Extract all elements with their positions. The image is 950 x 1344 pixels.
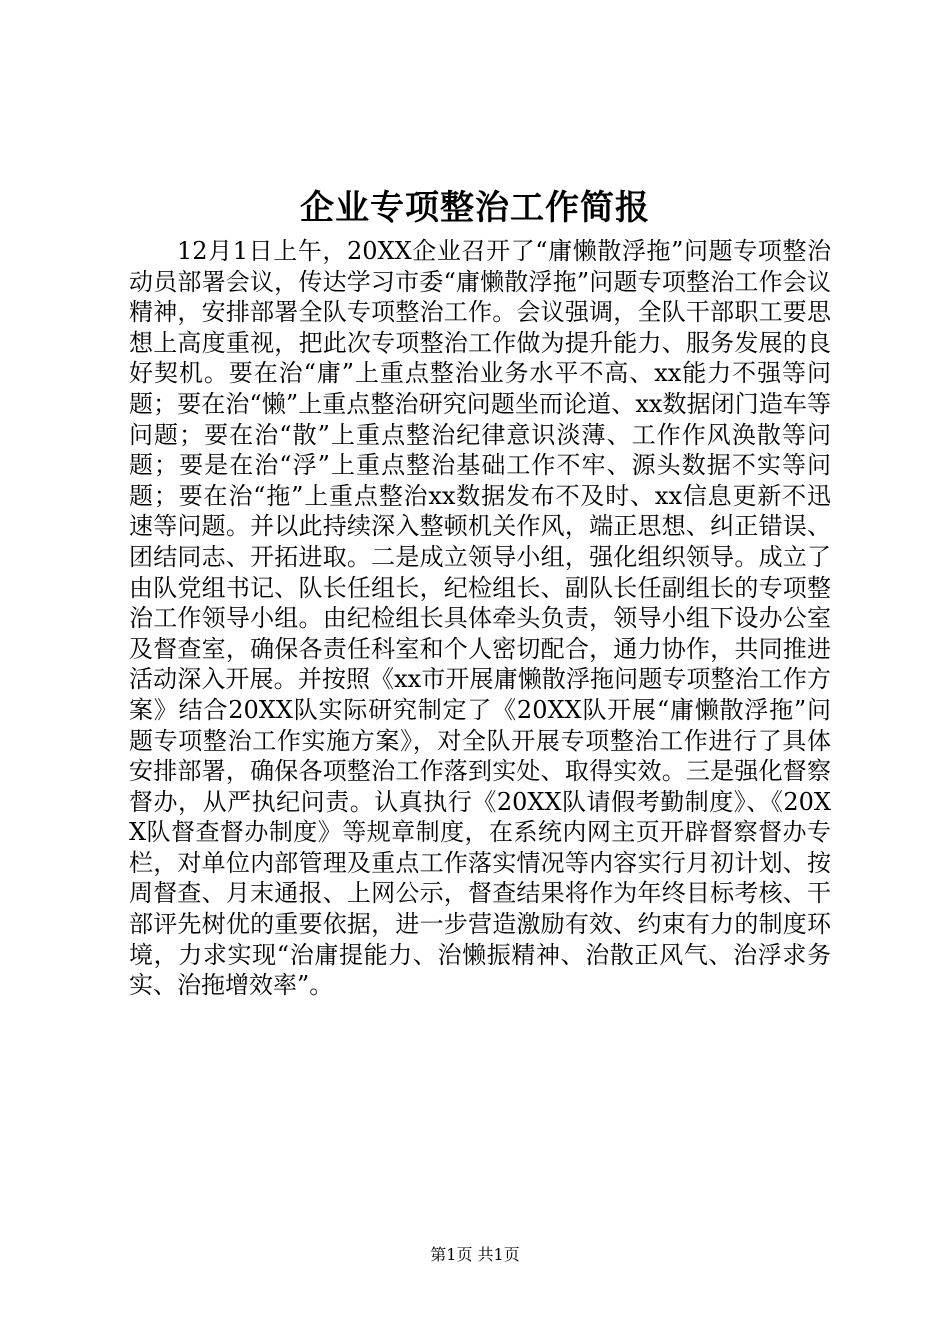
- document-title: 企业专项整治工作简报: [300, 188, 650, 228]
- page-number-footer: 第1页 共1页: [430, 1245, 520, 1264]
- document-body-paragraph: 12月1日上午，20XX企业召开了“庸懒散浮拖”问题专项整治动员部署会议，传达学习市委“庸懒散浮拖”问题专项整治工作会议精神，安排部署全队专项整治工作。会议强调，全队干部职工要思想上高度重视，把此次专项整治工作做为提升能力、服务发展的良好契机。要在治“庸”上重点整治业务水平不高、xx能力不强等问题；要在治“懒”上重点整治研究问题坐而论道、xx数据闭门造车等问题；要在治“散”上重点整治纪律意识淡薄、工作作风涣散等问题；要是在治“浮”上重点整治基础工作不牢、源头数据不实等问题；要在治“拖”上重点整治xx数据发布不及时、xx信息更新不迅速等问题。并以此持续深入整顿机关作风，端正思想、纠正错误、团结同志、开拓进取。二是成立领导小组，强化组织领导。成立了由队党组书记、队长任组长，纪检组长、副队长任副组长的专项整治工作领导小组。由纪检组长具体牵头负责，领导小组下设办公室及督查室，确保各责任科室和个人密切配合，通力协作，共同推进活动深入开展。并按照《xx市开展庸懒散浮拖问题专项整治工作方案》结合20XX队实际研究制定了《20XX队开展“庸懒散浮拖”问题专项整治工作实施方案》，对全队开展专项整治工作进行了具体安排部署，确保各项整治工作落到实处、取得实效。三是强化督察督办，从严执纪问责。认真执行《20XX队请假考勤制度》、《20XX队督查督办制度》等规章制度，在系统内网主页开辟督察督办专栏，对单位内部管理及重点工作落实情况等内容实行月初计划、按周督查、月末通报、上网公示，督查结果将作为年终目标考核、干部评先树优的重要依据，进一步营造激励有效、约束有力的制度环境，力求实现“治庸提能力、治懒振精神、治散正风气、治浮求务实、治拖增效率”。: [129, 237, 831, 1000]
